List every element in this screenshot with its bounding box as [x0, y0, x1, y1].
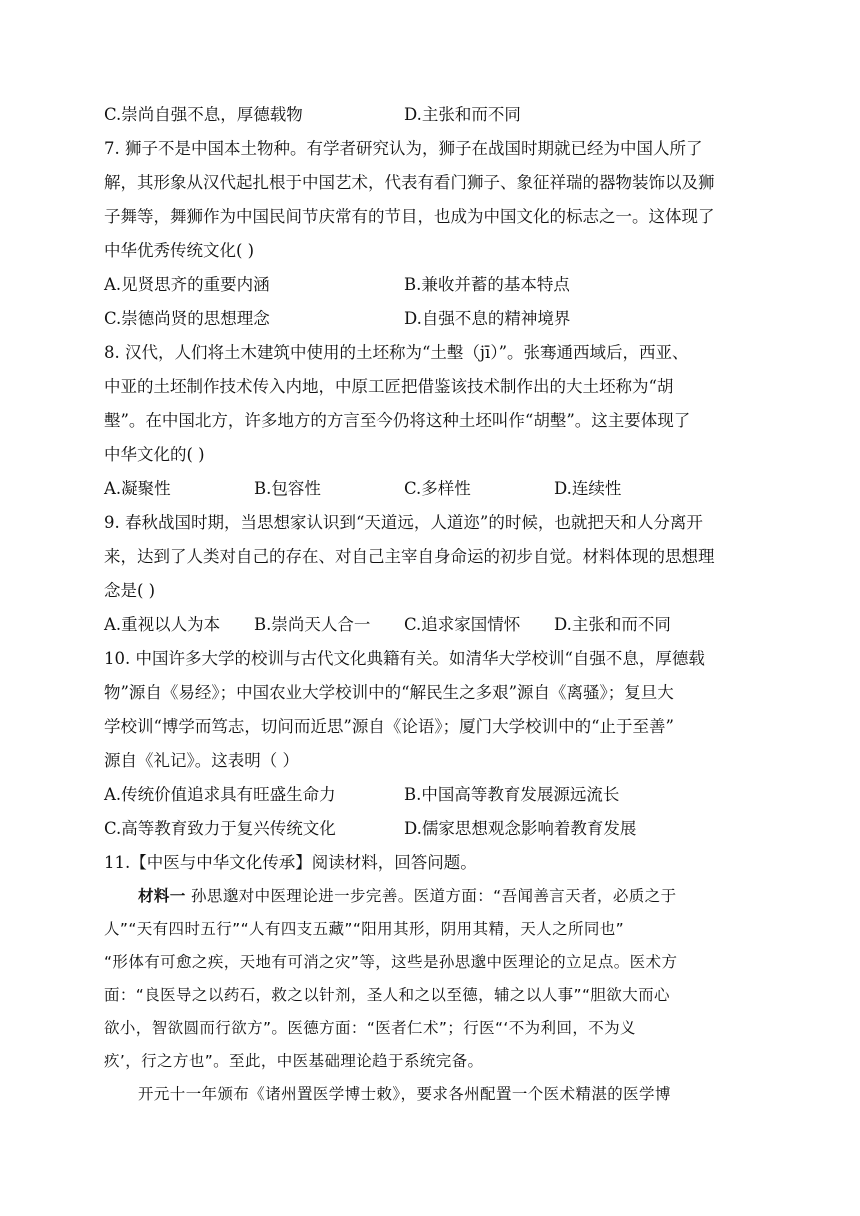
q11-material1-line: 欲小，智欲圆而行欲方”。医德方面：“医者仁术”；行医“‘不为利回，不为义 [104, 1019, 636, 1037]
q9-stem-line: 念是( ) [104, 581, 156, 600]
q11-material1-line: 人”“天有四时五行”“人有四支五藏”“阳用其形，阴用其精，天人之所同也” [104, 920, 625, 938]
q10-stem-line: 物”源自《易经》；中国农业大学校训中的“解民生之多艰”源自《离骚》；复旦大 [104, 683, 674, 702]
q9-option-b: B.崇尚天人合一 [254, 615, 371, 634]
material1-text: 孙思邈对中医理论进一步完善。医道方面：“吾闻善言天者，必质之于 [191, 887, 677, 905]
q10-option-b: B.中国高等教育发展源远流长 [404, 785, 620, 804]
q6-option-d: D.主张和而不同 [404, 105, 521, 124]
q7-options-row [104, 268, 760, 302]
q8-option-a: A.凝聚性 [104, 479, 171, 498]
q11-material1-line: 疚’，行之方也”。至此，中医基础理论趋于系统完备。 [104, 1052, 484, 1070]
q8-option-c: C.多样性 [404, 479, 471, 498]
q10-stem-line: 10. 中国许多大学的校训与古代文化典籍有关。如清华大学校训“自强不息，厚德载 [104, 649, 705, 668]
q7-option-a: A.见贤思齐的重要内涵 [104, 275, 270, 294]
q7-stem-line: 子舞等，舞狮作为中国民间节庆常有的节目，也成为中国文化的标志之一。这体现了 [104, 207, 715, 226]
q9-options-row [104, 608, 760, 642]
q11-title: 11.【中医与中华文化传承】阅读材料，回答问题。 [104, 853, 477, 872]
q8-stem-line: 墼”。在中国北方，许多地方的方言至今仍将这种土坯叫作“胡墼”。这主要体现了 [104, 411, 691, 430]
q8-stem-line: 8. 汉代，人们将土木建筑中使用的土坯称为“土墼（jī）”。张骞通西域后，西亚、 [104, 343, 689, 362]
material1-label: 材料一 [138, 887, 186, 905]
q8-stem-line: 中华文化的( ) [104, 445, 205, 464]
q9-option-c: C.追求家国情怀 [404, 615, 521, 634]
q7-stem-line: 7. 狮子不是中国本土物种。有学者研究认为，狮子在战国时期就已经为中国人所了 [104, 139, 703, 158]
q11-material1-line [104, 880, 760, 913]
q7-option-d: D.自强不息的精神境界 [404, 309, 571, 328]
q6-option-c: C.崇尚自强不息，厚德载物 [104, 105, 303, 124]
q10-options-row [104, 812, 760, 846]
q11-material1-line: “形体有可愈之疾，天地有可消之灾”等，这些是孙思邈中医理论的立足点。医术方 [104, 953, 678, 971]
q7-option-c: C.崇德尚贤的思想理念 [104, 309, 270, 328]
q10-stem-line: 学校训“博学而笃志，切问而近思”源自《论语》；厦门大学校训中的“止于至善” [104, 717, 674, 736]
q9-stem-line: 9. 春秋战国时期，当思想家认识到“天道远，人道迩”的时候，也就把天和人分离开 [104, 513, 703, 532]
q10-option-c: C.高等教育致力于复兴传统文化 [104, 819, 336, 838]
q11-paragraph-2: 开元十一年颁布《诸州置医学博士敕》，要求各州配置一个医术精湛的医学博 [138, 1085, 671, 1103]
q7-option-b: B.兼收并蓄的基本特点 [404, 275, 570, 294]
q8-option-d: D.连续性 [554, 479, 622, 498]
q11-material1-line: 面：“良医导之以药石，救之以针剂，圣人和之以至德，辅之以人事”“胆欲大而心 [104, 986, 670, 1004]
q10-stem-line: 源自《礼记》。这表明（ ） [104, 751, 299, 770]
q7-stem-line: 解，其形象从汉代起扎根于中国艺术，代表有看门狮子、象征祥瑞的器物装饰以及狮 [104, 173, 715, 192]
q7-options-row [104, 302, 760, 336]
q10-option-d: D.儒家思想观念影响着教育发展 [404, 819, 637, 838]
q9-stem-line: 来，达到了人类对自己的存在、对自己主宰自身命运的初步自觉。材料体现的思想理 [104, 547, 715, 566]
q8-option-b: B.包容性 [254, 479, 321, 498]
q8-stem-line: 中亚的土坯制作技术传入内地，中原工匠把借鉴该技术制作出的大土坯称为“胡 [104, 377, 674, 396]
q10-option-a: A.传统价值追求具有旺盛生命力 [104, 785, 336, 804]
q7-stem-line: 中华优秀传统文化( ) [104, 241, 255, 260]
q9-option-a: A.重视以人为本 [104, 615, 221, 634]
q10-options-row [104, 778, 760, 812]
q9-option-d: D.主张和而不同 [554, 615, 671, 634]
q8-options-row [104, 472, 760, 506]
q6-options-row [104, 98, 760, 132]
